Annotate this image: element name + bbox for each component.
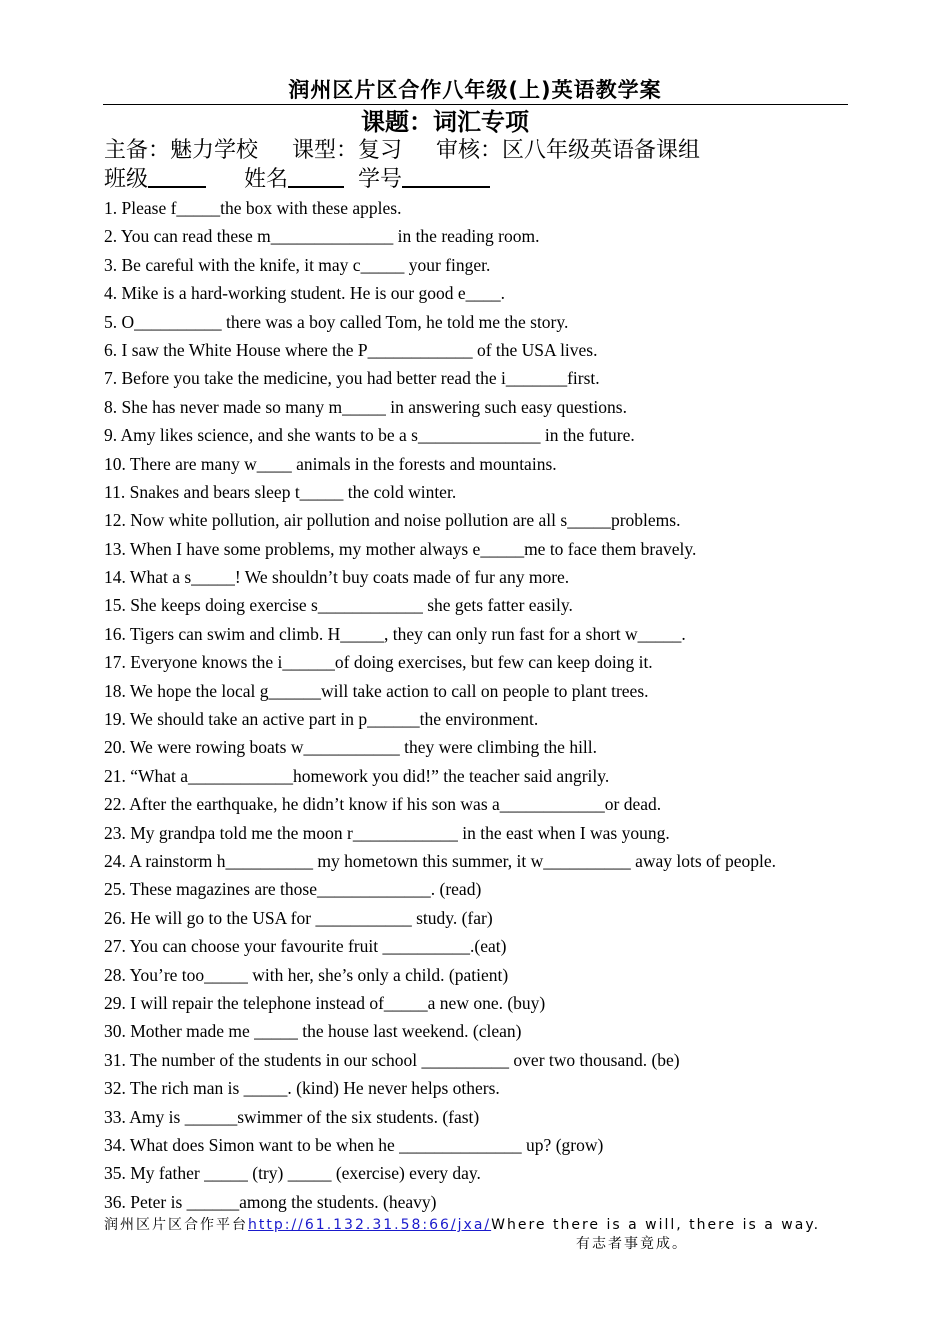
question-item: 27. You can choose your favourite fruit __________.(eat) bbox=[104, 936, 507, 957]
info-row-staff bbox=[104, 136, 700, 166]
footer-platform: 润州区片区合作平台 bbox=[104, 1217, 248, 1233]
question-item: 5. O__________ there was a boy called Tom, he told me the story. bbox=[104, 311, 569, 332]
header-divider bbox=[103, 104, 848, 105]
question-item: 22. After the earthquake, he didn’t know if his son was a____________or dead. bbox=[104, 794, 662, 815]
question-item: 30. Mother made me _____ the house last weekend. (clean) bbox=[104, 1021, 522, 1042]
question-item: 29. I will repair the telephone instead of_____a new one. (buy) bbox=[104, 992, 546, 1013]
lesson-type-label: 课型：复习 bbox=[292, 138, 403, 163]
question-item: 14. What a s_____! We shouldn’t buy coats made of fur any more. bbox=[104, 567, 570, 588]
info-row-student bbox=[104, 164, 490, 195]
question-item: 25. These magazines are those_____________. (read) bbox=[104, 879, 482, 900]
footer-motto-cn: 有志者事竟成。 bbox=[576, 1236, 688, 1252]
question-item: 24. A rainstorm h__________ my hometown this summer, it w__________ away lots of people. bbox=[104, 850, 777, 871]
class-blank[interactable] bbox=[148, 164, 206, 188]
number-label: 学号 bbox=[358, 167, 403, 192]
question-item: 11. Snakes and bears sleep t_____ the cold winter. bbox=[104, 481, 457, 502]
question-list bbox=[104, 194, 844, 1216]
question-item: 26. He will go to the USA for ___________ study. (far) bbox=[104, 907, 493, 928]
footer-link[interactable]: http://61.132.31.58:66/jxa/ bbox=[248, 1217, 492, 1233]
question-item: 36. Peter is ______among the students. (heavy) bbox=[104, 1191, 437, 1212]
reviewer-label: 审核：区八年级英语备课组 bbox=[436, 138, 701, 163]
question-item: 2. You can read these m______________ in the reading room. bbox=[104, 226, 540, 247]
question-item: 12. Now white pollution, air pollution and noise pollution are all s_____problems. bbox=[104, 510, 681, 531]
question-item: 34. What does Simon want to be when he ______________ up? (grow) bbox=[104, 1134, 604, 1155]
question-item: 31. The number of the students in our school __________ over two thousand. (be) bbox=[104, 1049, 680, 1070]
question-item: 10. There are many w____ animals in the forests and mountains. bbox=[104, 453, 557, 474]
question-item: 15. She keeps doing exercise s____________ she gets fatter easily. bbox=[104, 595, 573, 616]
question-item: 20. We were rowing boats w___________ they were climbing the hill. bbox=[104, 737, 598, 758]
question-item: 3. Be careful with the knife, it may c_____ your finger. bbox=[104, 254, 491, 275]
name-blank[interactable] bbox=[288, 164, 344, 188]
number-blank[interactable] bbox=[402, 164, 490, 188]
question-item: 35. My father _____ (try) _____ (exercise) every day. bbox=[104, 1163, 481, 1184]
question-item: 7. Before you take the medicine, you had better read the i_______first. bbox=[104, 368, 600, 389]
question-item: 17. Everyone knows the i______of doing exercises, but few can keep doing it. bbox=[104, 652, 653, 673]
question-item: 19. We should take an active part in p______the environment. bbox=[104, 709, 539, 730]
question-item: 4. Mike is a hard-working student. He is our good e____. bbox=[104, 283, 505, 304]
footer bbox=[104, 1216, 820, 1235]
question-item: 32. The rich man is _____. (kind) He never helps others. bbox=[104, 1078, 500, 1099]
question-item: 23. My grandpa told me the moon r____________ in the east when I was young. bbox=[104, 822, 670, 843]
footer-motto-en: Where there is a will, there is a way. bbox=[491, 1217, 821, 1233]
question-item: 1. Please f_____the box with these apples. bbox=[104, 198, 402, 218]
question-item: 8. She has never made so many m_____ in answering such easy questions. bbox=[104, 396, 627, 417]
preparer-label: 主备：魅力学校 bbox=[104, 138, 259, 163]
page-header-title: 润州区片区合作八年级(上)英语教学案 bbox=[288, 78, 662, 102]
question-item: 13. When I have some problems, my mother always e_____me to face them bravely. bbox=[104, 538, 697, 559]
question-item: 18. We hope the local g______will take action to call on people to plant trees. bbox=[104, 680, 649, 701]
question-item: 16. Tigers can swim and climb. H_____, they can only run fast for a short w_____. bbox=[104, 623, 686, 644]
question-item: 9. Amy likes science, and she wants to be a s______________ in the future. bbox=[104, 425, 635, 446]
class-label: 班级 bbox=[104, 167, 149, 192]
name-label: 姓名 bbox=[244, 167, 289, 192]
lesson-title: 课题：词汇专项 bbox=[361, 108, 529, 136]
question-item: 33. Amy is ______swimmer of the six students. (fast) bbox=[104, 1106, 480, 1127]
question-item: 6. I saw the White House where the P____________ of the USA lives. bbox=[104, 339, 598, 360]
question-item: 28. You’re too_____ with her, she’s only a child. (patient) bbox=[104, 964, 509, 985]
question-item: 21. “What a____________homework you did!” the teacher said angrily. bbox=[104, 765, 610, 786]
